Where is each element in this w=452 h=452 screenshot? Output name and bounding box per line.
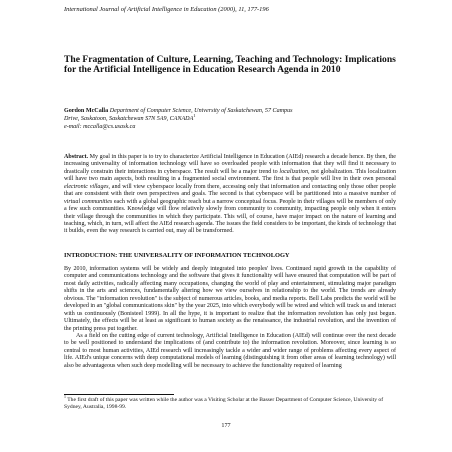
author-name: Gordon McCalla <box>64 108 109 114</box>
footnote-text: The first draft of this paper was written while the author was a Visiting Scholar at the Basser Department of Computer Science, University of Sydney, Australia, 1998-99. <box>64 397 384 410</box>
section-heading-introduction: INTRODUCTION: THE UNIVERSALITY OF INFORMATION TECHNOLOGY <box>64 252 290 259</box>
author-affiliation-line-1: Department of Computer Science, University of Saskatchewan, 57 Campus <box>109 108 293 114</box>
abstract-text-4: each with a global geographic reach but a narrow conceptual focus. People in their villages will be members of only a few such communities. Knowledge will flow relatively slowly from community to community, impacting people only when it enters their village through the communities in which they participate. This will, of course, have major impact on the nature of learning and teaching, which, in turn, will affect the AIEd research agenda. The issues the field considers to be important, the kinds of technology that it builds, even the way research is carried out, may all be transformed. <box>64 198 397 235</box>
footnote-divider <box>64 394 174 395</box>
journal-header: International Journal of Artificial Intelligence in Education (2000), 11, 177-196 <box>64 6 269 13</box>
footnote-marker: 1 <box>193 112 196 118</box>
author-block <box>64 108 392 131</box>
author-email: e-mail: mccalla@cs.usask.ca <box>64 123 136 130</box>
abstract-emphasis-2: electronic villages <box>64 183 109 190</box>
abstract <box>64 154 396 236</box>
abstract-emphasis-1: localization <box>279 168 308 175</box>
paper-title: The Fragmentation of Culture, Learning, Teaching and Technology: Implications for the Artificial Intelligence in Education Research Agenda in 2010 <box>64 54 396 76</box>
page-number: 177 <box>221 422 231 429</box>
intro-paragraph-1: By 2010, information systems will be widely and deeply integrated into peoples' lives. Continued rapid growth in the capability of computer and communications technology and the software that gives it functionality will have ensured that computation will be part of most daily activities, radically affecting many occupations, changing the world of play and entertainment, stimulating major paradigm shifts in the arts and sciences, fundamentally altering how we view ourselves in relationship to the world. The trends are already obvious. The "information revolution" is the subject of numerous articles, books, and media reports. Bell Labs predicts the world will be developed in an "global communications skin" by the year 2025, into which everybody will be wired and which will track us and interact with us continuously (Bonisteel 1999). In all the hype, it is important to realize that the information revolution has only just begun. Ultimately, the effects will be at least as significant to human society as the renaissance, the industrial revolution, and the invention of the printing press put together. <box>64 266 396 332</box>
footnote-number: 1 <box>64 395 66 400</box>
abstract-text-2: , not globalization. This localization will have two main aspects, both resulting in a fragmented social environment. The first is that people will live in their own personal <box>64 168 396 183</box>
footnote <box>64 397 396 410</box>
author-affiliation-line-2: Drive, Saskatoon, Saskatchewan S7N 5A9, CANADA <box>64 115 194 122</box>
intro-paragraph-2: As a field on the cutting edge of current technology, Artificial Intelligence in Education (AIEd) will continue over the next decade to be well positioned to understand the implications of (and contribute to) the information revolution. Moreover, since learning is so central to most human activities, AIEd research will increasingly tackle a wider and wider range of problems affecting every aspect of life. AIEd's unique concerns with deep computational models of learning (distinguishing it from other areas of learning technology) will also be advantageous when such deep modelling will be necessary to achieve the functionality required of learning <box>64 332 396 369</box>
abstract-label: Abstract. <box>64 154 89 160</box>
abstract-text-1: My goal in this paper is to try to characterize Artificial Intelligence in Education (AIEd) research a decade hence. By then, the increasing universality of information technology will have so overloaded people with information that they will find it necessary to drastically constrain their interactions in cyberspace. The result will be a major trend to <box>64 154 396 175</box>
introduction-body <box>64 266 396 370</box>
abstract-emphasis-3: virtual communities <box>64 198 113 205</box>
abstract-text-3: , and will view cyberspace locally from there, accessing only that information and contacting only those other people that are consistent with their own perspectives and goals. The second is that cyberspace will be partitioned into a massive number of <box>64 183 396 198</box>
